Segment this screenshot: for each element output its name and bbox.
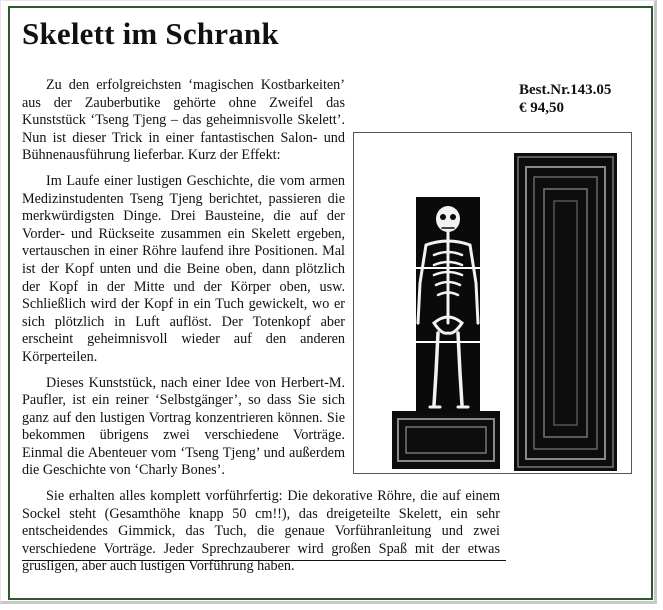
order-number: Best.Nr.143.05 bbox=[519, 82, 612, 98]
order-info bbox=[519, 81, 611, 117]
catalog-page bbox=[8, 6, 653, 600]
product-photo bbox=[353, 132, 632, 474]
paragraph-idea: Dieses Kunststück, nach einer Idee von Herbert-M. Paufler, ist ein reiner ‘Selbstgänger’, so dass Sie sich ganz auf den lustigen Vortrag konzentrieren können. Sie bekommen übrigens zwei verschiedene Vorträge. Einmal die Abenteuer vom ‘Tseng Tjeng’ und außerdem die Geschichte von ‘Charly Bones’. bbox=[22, 374, 345, 479]
tube-image bbox=[514, 153, 617, 471]
paragraph-contents: Sie erhalten alles komplett vorführfertig: Die dekorative Röhre, die auf einem Sockel steht (Gesamthöhe knapp 50 cm!!), das dreigeteilte Skelett, ein sehr entscheidendes Gimmick, das Tuch, die genaue Vorführanleitung und zwei verschiedene Vorträge. Jeder Sprechzauberer wird großen Spaß mit der etwas grusligen, aber auch lustigen Vorführung haben. bbox=[22, 488, 500, 575]
price: € 94,50 bbox=[519, 100, 564, 116]
paragraph-intro: Zu den erfolgreichsten ‘magischen Kostbarkeiten’ aus der Zauberbutike gehörte ohne Zweifel das Kunststück ‘Tseng Tjeng – das geheimnisvolle Skelett’. Nun ist dieser Trick in einer fantastischen Salon- und Bühnenausführung lieferbar. Kurz der Effekt: bbox=[22, 77, 345, 164]
base-image bbox=[392, 411, 500, 469]
paragraph-effect: Im Laufe einer lustigen Geschichte, die vom armen Medizinstudenten Tseng Tjeng berichtet, passieren die merkwürdigsten Dinge. Drei Bausteine, die auf der Vorder- und Rückseite zusammen ein Skelett ergeben, vertauschen in einer Röhre laufend ihre Positionen. Mal ist der Kopf unten und die Beine oben, dann plötzlich der Kopf in der Mitte und der Körper oben, usw. Schließlich wird der Kopf in ein Tuch gewickelt, wo er sich plötzlich in Luft auflöst. Der Totenkopf aber erscheint geheimnisvoll wieder auf den anderen Körperteilen. bbox=[22, 172, 345, 365]
page-title: Skelett im Schrank bbox=[22, 16, 279, 51]
skeleton-tube-illustration bbox=[354, 133, 631, 473]
bottom-rule bbox=[22, 560, 506, 561]
